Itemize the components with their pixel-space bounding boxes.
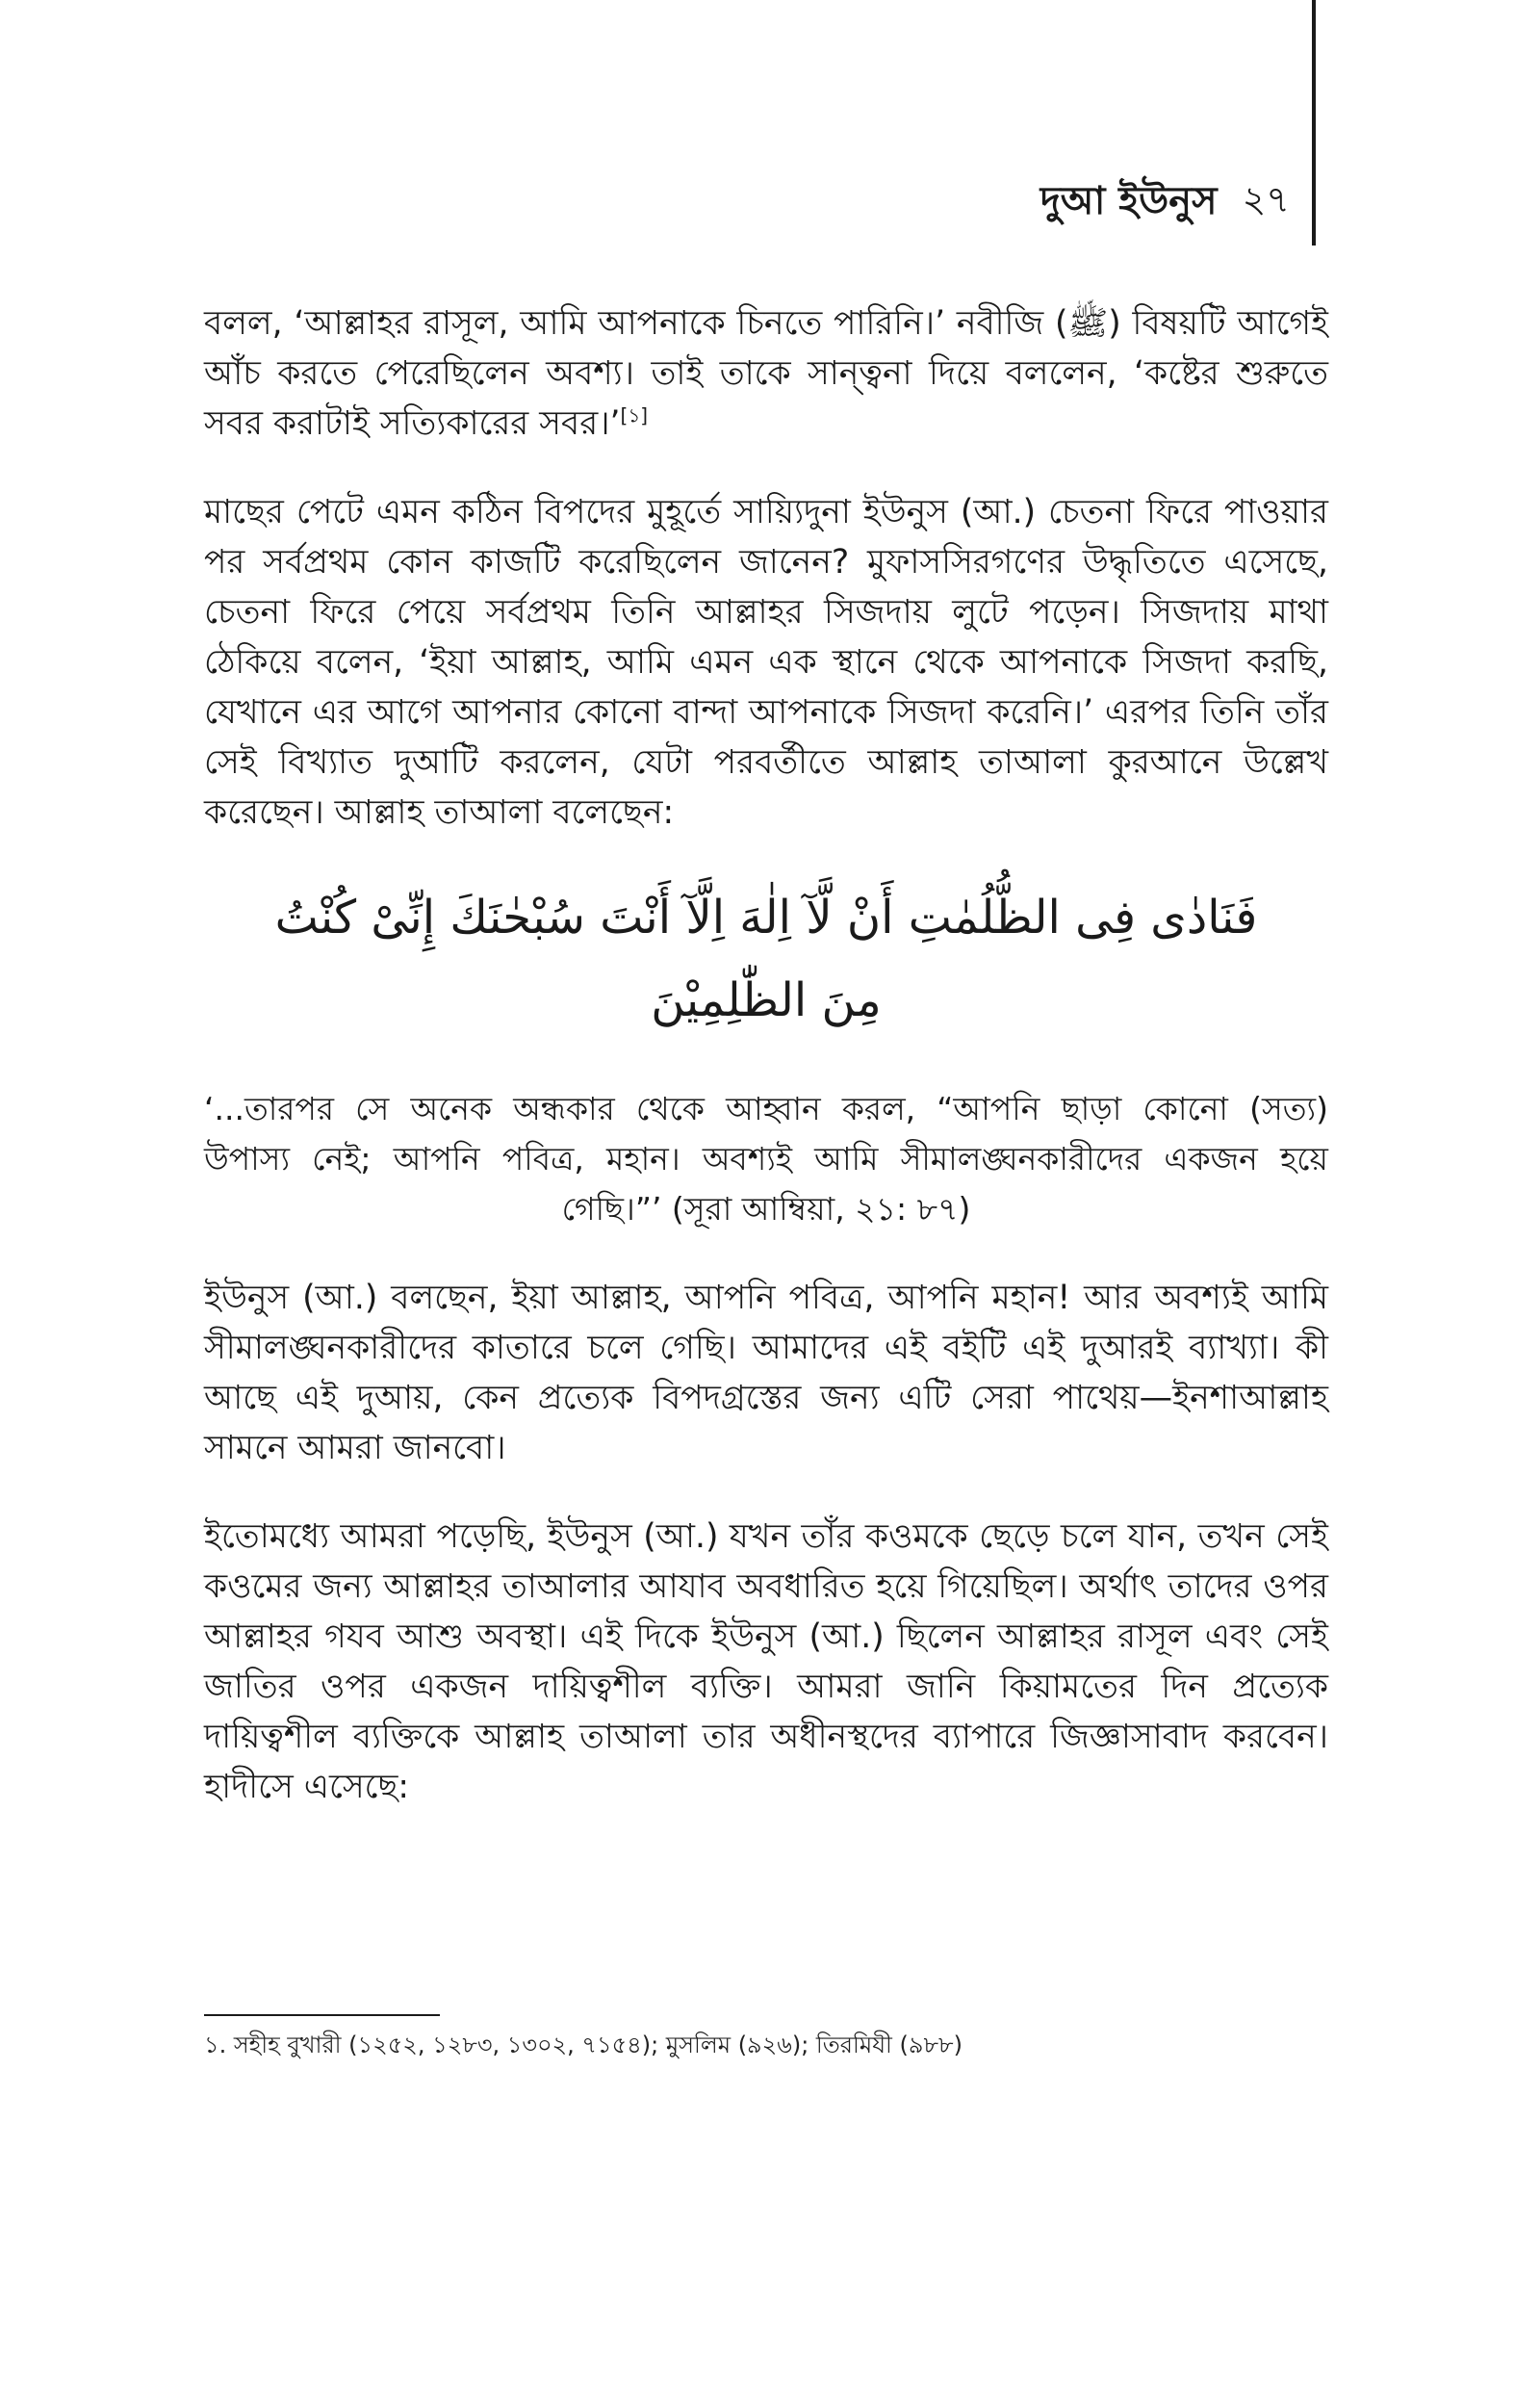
footnote-marker[interactable]: [১] (620, 403, 649, 427)
paragraph-3: ইউনুস (আ.) বলছেন, ইয়া আল্লাহ, আপনি পবিত্র, আপনি মহান! আর অবশ্যই আমি সীমালঙ্ঘনকারীদের কাতারে চলে গেছি। আমাদের এই বইটি এই দুআরই ব্যাখ্যা। কী আছে এই দুআয়, কেন প্রত্যেক বিপদগ্রস্তের জন্য এটি সেরা পাথেয়—ইনশাআল্লাহ সামনে আমরা জানবো। (204, 1279, 1328, 1467)
translation-line-3: গেছি।”’ (সূরা আম্বিয়া, ২১: ৮৭) (561, 1190, 971, 1228)
arabic-verse (204, 876, 1328, 1042)
paragraph-2: মাছের পেটে এমন কঠিন বিপদের মুহূর্তে সায়্যিদুনা ইউনুস (আ.) চেতনা ফিরে পাওয়ার পর সর্বপ্রথম কোন কাজটি করেছিলেন জানেন? মুফাসসিরগণের উদ্ধৃতিতে এসেছে, চেতনা ফিরে পেয়ে সর্বপ্রথম তিনি আল্লাহর সিজদায় লুটে পড়েন। সিজদায় মাথা ঠেকিয়ে বলেন, ‘ইয়া আল্লাহ, আমি এমন এক স্থানে থেকে আপনাকে সিজদা করছি, যেখানে এর আগে আপনার কোনো বান্দা আপনাকে সিজদা করেনি।’ এরপর তিনি তাঁর সেই বিখ্যাত দুআটি করলেন, যেটা পরবর্তীতে আল্লাহ তাআলা কুরআনে উল্লেখ করেছেন। আল্লাহ তাআলা বলেছেন: (204, 493, 1328, 832)
body-text (204, 298, 1328, 1850)
paragraph-4: ইতোমধ্যে আমরা পড়েছি, ইউনুস (আ.) যখন তাঁর কওমকে ছেড়ে চলে যান, তখন সেই কওমের জন্য আল্লাহর তাআলার আযাব অবধারিত হয়ে গিয়েছিল। অর্থাৎ তাদের ওপর আল্লাহর গযব আশু অবস্থা। এই দিকে ইউনুস (আ.) ছিলেন আল্লাহর রাসূল এবং সেই জাতির ওপর একজন দায়িত্বশীল ব্যক্তি। আমরা জানি কিয়ামতের দিন প্রত্যেক দায়িত্বশীল ব্যক্তিকে আল্লাহ তাআলা তার অধীনস্থদের ব্যাপারে জিজ্ঞাসাবাদ করবেন। হাদীসে এসেছে: (204, 1517, 1328, 1806)
running-title: দুআ ইউনুস (1040, 178, 1218, 223)
arabic-verse-line-2: مِنَ الظّٰلِمِيْنَ (651, 973, 882, 1027)
footnote: ১. সহীহ বুখারী (১২৫২, ১২৮৩, ১৩০২, ৭১৫৪); মুসলিম (৯২৬); তিরমিযী (৯৮৮) (204, 2032, 962, 2058)
translation-line-2: উপাস্য নেই; আপনি পবিত্র, মহান। অবশ্যই আমি সীমালঙ্ঘনকারীদের একজন হয়ে (204, 1140, 1328, 1178)
arabic-verse-line-1: فَنَادٰى فِى الظُّلُمٰتِ أَنْ لَّآ اِلٰهَ اِلَّآ أَنْتَ سُبْحٰنَكَ إِنِّىْ كُنْتُ (274, 891, 1258, 945)
paragraph-1 (204, 298, 1328, 449)
header-vertical-rule (1312, 0, 1316, 246)
paragraph-1-text: বলল, ‘আল্লাহর রাসূল, আমি আপনাকে চিনতে পারিনি।’ নবীজি (ﷺ) বিষয়টি আগেই আঁচ করতে পেরেছিলেন অবশ্য। তাই তাকে সান্ত্বনা দিয়ে বললেন, ‘কষ্টের শুরুতে সবর করাটাই সত্যিকারের সবর।’ (204, 304, 1329, 443)
running-head (1040, 173, 1290, 231)
footnote-divider (204, 2014, 440, 2016)
page-number: ২৭ (1242, 178, 1290, 220)
verse-translation (204, 1084, 1328, 1234)
translation-line-1: ‘...তারপর সে অনেক অন্ধকার থেকে আহ্বান করল, “আপনি ছাড়া কোনো (সত্য) (204, 1090, 1328, 1127)
